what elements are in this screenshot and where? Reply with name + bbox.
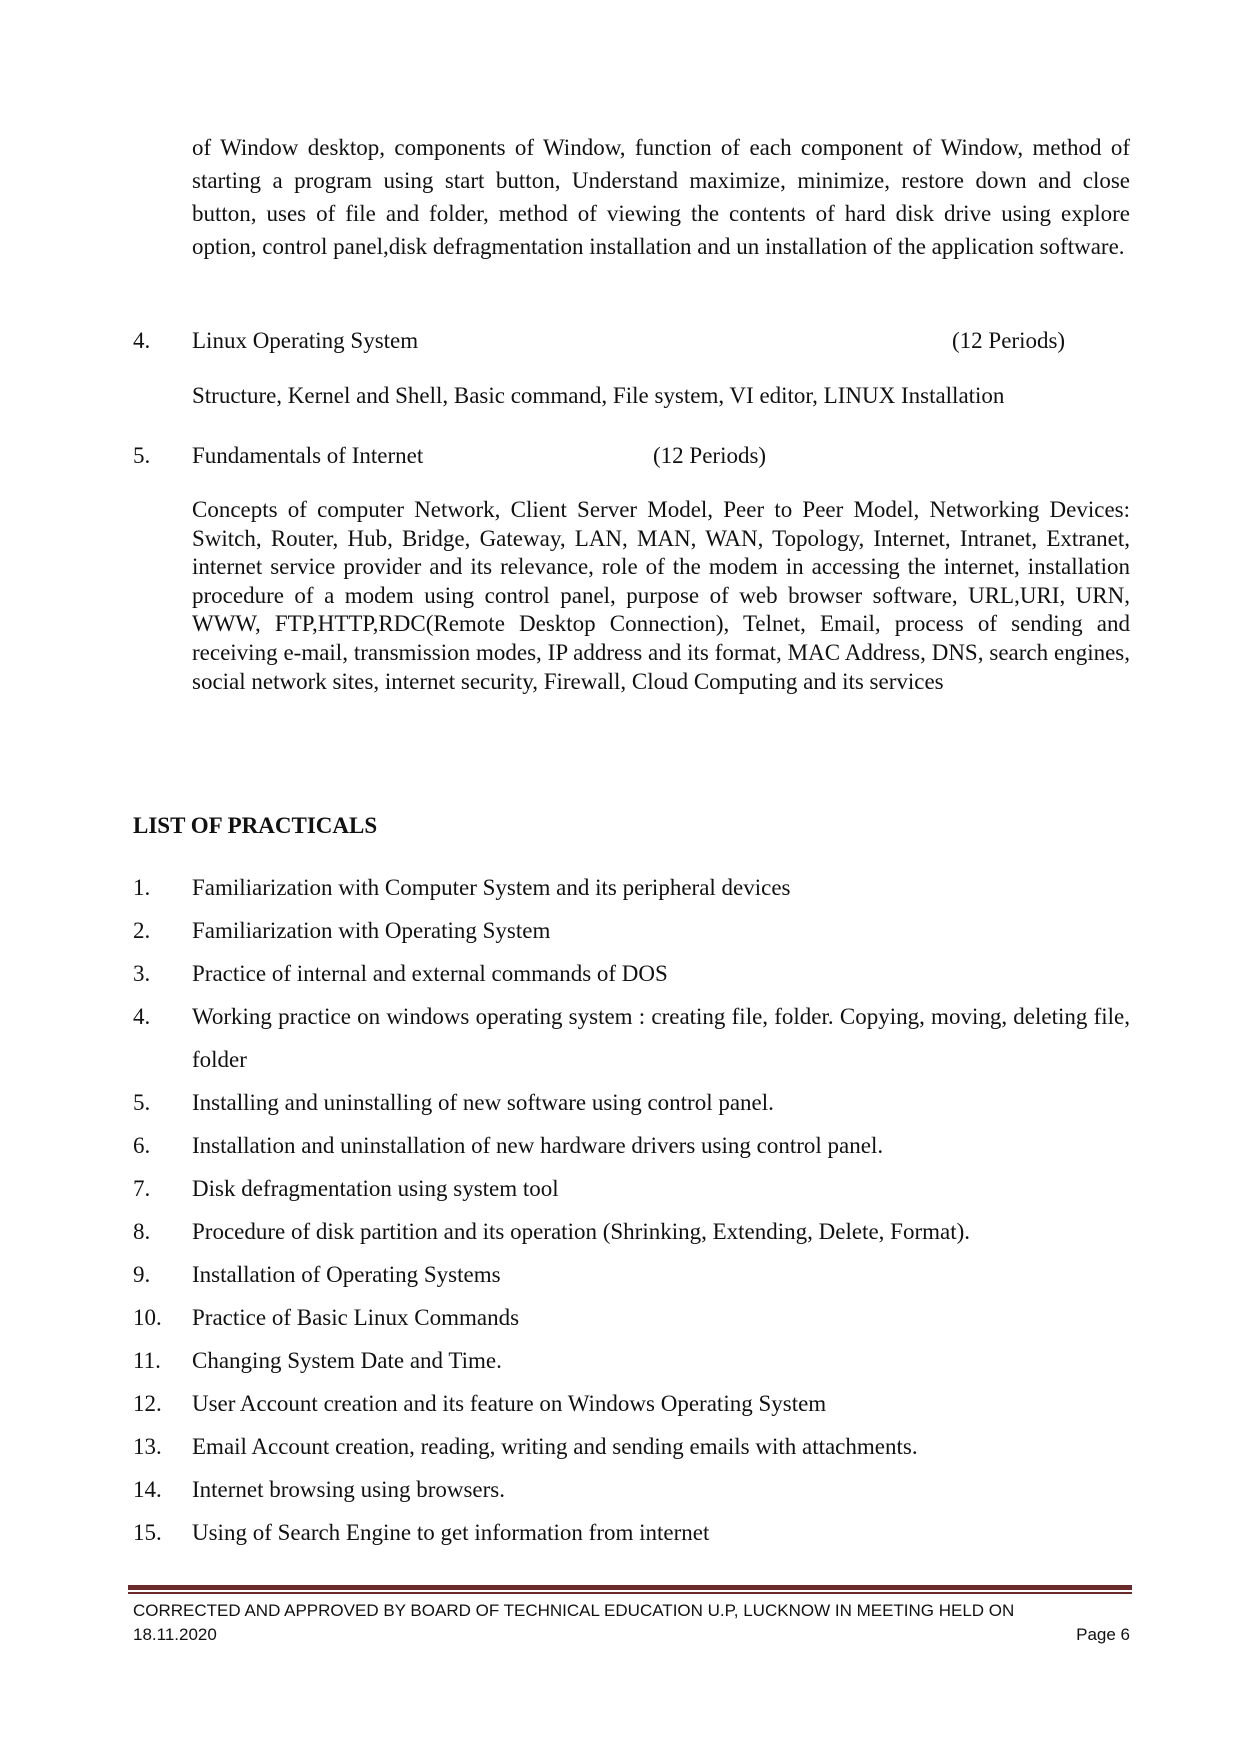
page-number: Page 6 (1076, 1625, 1130, 1644)
item-number: 12. (133, 1391, 162, 1416)
topic-internet-description: Concepts of computer Network, Client Server Model, Peer to Peer Model, Networking Devices: Switch, Router, Hub, Bridge, Gateway, LAN, MAN, WAN, Topology, Internet, Intranet, Extranet, internet service provider and its relevance, role of the modem in accessing the internet, installation procedure of a modem using control panel, purpose of web browser software, URL,URI, URN, WWW, FTP,HTTP,RDC(Remote Desktop Connection), Telnet, Email, process of sending and receiving e-mail, transmission modes, IP address and its format, MAC Address, DNS, search engines, social network sites, internet security, Firewall, Cloud Computing and its services (192, 497, 1130, 694)
list-item (133, 1210, 1130, 1253)
item-text: Disk defragmentation using system tool (192, 1176, 559, 1201)
list-item (133, 1253, 1130, 1296)
list-item (133, 995, 1130, 1081)
intro-paragraph: of Window desktop, components of Window, function of each component of Window, method of starting a program using start button, Understand maximize, minimize, restore down and close button, uses of file and folder, method of viewing the contents of hard disk drive using explore option, control panel,disk defragmentation installation and un installation of the application software. (192, 135, 1130, 259)
list-item (133, 1081, 1130, 1124)
footer-divider-thin (128, 1592, 1132, 1594)
item-text: Installation of Operating Systems (192, 1262, 501, 1287)
footer-date: 18.11.2020 (133, 1625, 217, 1644)
footer-second-line (133, 1623, 1130, 1647)
list-item (133, 1296, 1130, 1339)
item-number: 4. (133, 1004, 151, 1029)
item-text: Installing and uninstalling of new software using control panel. (192, 1090, 774, 1115)
item-number: 10. (133, 1305, 162, 1330)
list-item (133, 909, 1130, 952)
item-number: 9. (133, 1262, 151, 1287)
footer-approval-text: CORRECTED AND APPROVED BY BOARD OF TECHNICAL EDUCATION U.P, LUCKNOW IN MEETING HELD ON (133, 1601, 1015, 1620)
item-text: Changing System Date and Time. (192, 1348, 502, 1373)
practicals-heading: LIST OF PRACTICALS (133, 813, 378, 838)
item-number: 1. (133, 875, 151, 900)
item-text: Installation and uninstallation of new hardware drivers using control panel. (192, 1133, 884, 1158)
list-item (133, 1468, 1130, 1511)
item-number: 3. (133, 961, 151, 986)
topic-internet-heading (133, 441, 1093, 471)
page-footer (133, 1599, 1130, 1647)
item-text: Working practice on windows operating system : creating file, folder. Copying, moving, deleting file, folder (192, 1004, 1130, 1072)
item-number: 15. (133, 1520, 162, 1545)
item-text: Procedure of disk partition and its operation (Shrinking, Extending, Delete, Format). (192, 1219, 971, 1244)
list-item (133, 952, 1130, 995)
topic-title: Linux Operating System (192, 328, 419, 353)
topic-number: 5. (133, 443, 151, 468)
item-text: Familiarization with Computer System and its peripheral devices (192, 875, 791, 900)
topic-linux-description: Structure, Kernel and Shell, Basic command, File system, VI editor, LINUX Installation (192, 383, 1005, 408)
list-item (133, 1511, 1130, 1554)
list-item (133, 866, 1130, 909)
item-text: User Account creation and its feature on Windows Operating System (192, 1391, 827, 1416)
item-text: Using of Search Engine to get information from internet (192, 1520, 710, 1545)
item-text: Email Account creation, reading, writing and sending emails with attachments. (192, 1434, 918, 1459)
item-text: Practice of Basic Linux Commands (192, 1305, 520, 1330)
list-item (133, 1382, 1130, 1425)
footer-divider-thick (128, 1585, 1132, 1590)
item-number: 7. (133, 1176, 151, 1201)
item-text: Practice of internal and external commands of DOS (192, 961, 668, 986)
practicals-list (133, 866, 1130, 1554)
item-text: Familiarization with Operating System (192, 918, 551, 943)
item-text: Internet browsing using browsers. (192, 1477, 506, 1502)
topic-periods: (12 Periods) (952, 328, 1066, 353)
item-number: 14. (133, 1477, 162, 1502)
item-number: 2. (133, 918, 151, 943)
topic-periods: (12 Periods) (653, 443, 767, 468)
topic-number: 4. (133, 328, 151, 353)
list-item (133, 1339, 1130, 1382)
list-item (133, 1167, 1130, 1210)
item-number: 5. (133, 1090, 151, 1115)
item-number: 11. (133, 1348, 161, 1373)
topic-linux-heading (133, 326, 1093, 356)
list-item (133, 1124, 1130, 1167)
item-number: 6. (133, 1133, 151, 1158)
list-item (133, 1425, 1130, 1468)
item-number: 13. (133, 1434, 162, 1459)
topic-title: Fundamentals of Internet (192, 443, 424, 468)
item-number: 8. (133, 1219, 151, 1244)
